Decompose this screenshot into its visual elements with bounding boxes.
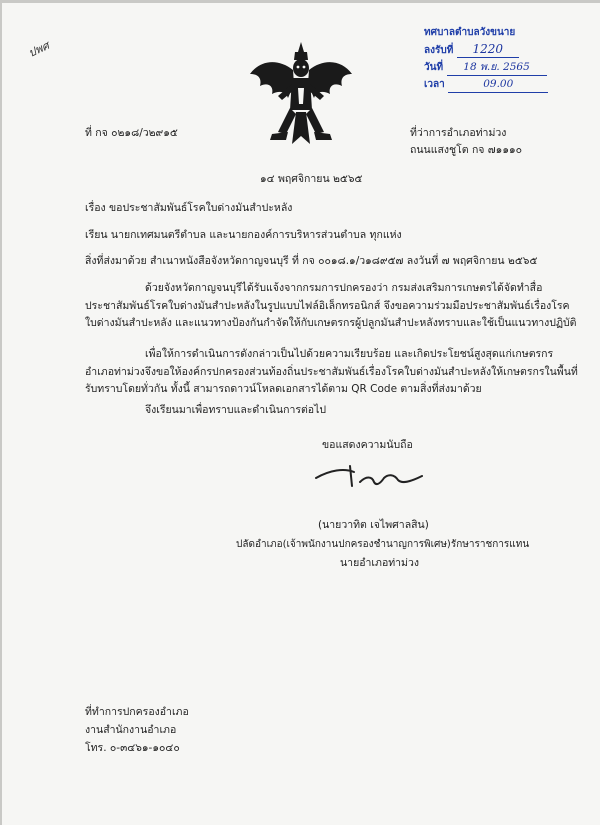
stamp-receive-no-value: 1220: [457, 41, 519, 58]
garuda-emblem: [248, 40, 354, 152]
stamp-receive-no-row: [424, 41, 592, 59]
footer-department: ที่ทำการปกครองอำเภอ: [85, 706, 189, 718]
signatory-name: (นายวาทิต เจไพศาลสิน): [318, 519, 429, 531]
footer-phone: โทร. ๐-๓๔๖๑-๑๐๔๐: [85, 742, 180, 754]
letter-recipient: เรียน นายกเทศมนตรีตำบล และนายกองค์การบริหารส่วนตำบล ทุกแห่ง: [85, 229, 402, 241]
body-paragraph-1-line-1: ด้วยจังหวัดกาญจนบุรีได้รับแจ้งจากกรมการปกครองว่า กรมส่งเสริมการเกษตรได้จัดทำสื่อ: [145, 282, 543, 294]
letter-subject: เรื่อง ขอประชาสัมพันธ์โรคใบด่างมันสำปะหลัง: [85, 202, 293, 214]
margin-handwritten-note: ปพศ: [26, 39, 52, 60]
letter-enclosure: สิ่งที่ส่งมาด้วย สำเนาหนังสือจังหวัดกาญจนบุรี ที่ กจ ๐๐๑๘.๑/ว๑๘๙๕๗ ลงวันที่ ๗ พฤศจิกายน ๒๕๖๕: [85, 255, 538, 267]
body-paragraph-2-line-1: เพื่อให้การดำเนินการดังกล่าวเป็นไปด้วยความเรียบร้อย และเกิดประโยชน์สูงสุดแก่เกษตรกร: [145, 348, 554, 360]
scan-top-edge: [0, 0, 600, 3]
stamp-date-label: วันที่: [424, 62, 444, 73]
stamp-receive-no-label: ลงรับที่: [424, 45, 454, 56]
stamp-time-label: เวลา: [424, 79, 445, 90]
body-paragraph-2-line-3: รับทราบโดยทั่วกัน ทั้งนี้ สามารถดาวน์โหลดเอกสารได้ตาม QR Code ตามสิ่งที่ส่งมาด้วย: [85, 383, 482, 395]
stamp-time-row: [424, 76, 592, 93]
signatory-position-line1: ปลัดอำเภอ(เจ้าพนักงานปกครองชำนาญการพิเศษ)รักษาราชการแทน: [236, 539, 530, 550]
signatory-position-line2: นายอำเภอท่าม่วง: [340, 557, 420, 569]
office-address-line2: ถนนแสงชูโต กจ ๗๑๑๑๐: [410, 144, 523, 156]
closing-salutation: ขอแสดงความนับถือ: [322, 439, 413, 451]
reference-number: ที่ กจ ๐๒๑๘/ว๒๙๑๕: [85, 127, 178, 139]
body-paragraph-1-line-2: ประชาสัมพันธ์โรคใบด่างมันสำปะหลังในรูปแบบไฟล์อิเล็กทรอนิกส์ จึงขอความร่วมมือประชาสัมพันธ์เรื่องโรค: [85, 299, 570, 312]
stamp-office: ทศบาลตำบลวังขนาย: [424, 27, 516, 38]
receipt-stamp: [424, 25, 592, 113]
body-paragraph-3: จึงเรียนมาเพื่อทราบและดำเนินการต่อไป: [145, 404, 327, 416]
handwritten-signature: [310, 456, 430, 492]
scan-left-edge: [0, 0, 2, 825]
footer-section: งานสำนักงานอำเภอ: [85, 724, 177, 736]
stamp-time-value: 09.00: [448, 76, 548, 93]
body-paragraph-1-line-3: ใบด่างมันสำปะหลัง และแนวทางป้องกันกำจัดให้กับเกษตรกรผู้ปลูกมันสำปะหลังทราบและใช้เป็นแนวทางปฏิบัติ: [85, 317, 577, 329]
letter-date: ๑๔ พฤศจิกายน ๒๕๖๕: [260, 173, 363, 185]
stamp-date-value: 18 พ.ย. 2565: [447, 59, 547, 76]
body-paragraph-2: [85, 346, 578, 399]
body-paragraph-2-line-2: อำเภอท่าม่วงจึงขอให้องค์กรปกครองส่วนท้องถิ่นประชาสัมพันธ์เรื่องโรคใบด่างมันสำปะหลังให้เกษตรกรในพื้นที่: [85, 365, 578, 378]
stamp-date-row: [424, 59, 592, 76]
office-address-line1: ที่ว่าการอำเภอท่าม่วง: [410, 127, 507, 139]
body-paragraph-1: [85, 280, 577, 333]
